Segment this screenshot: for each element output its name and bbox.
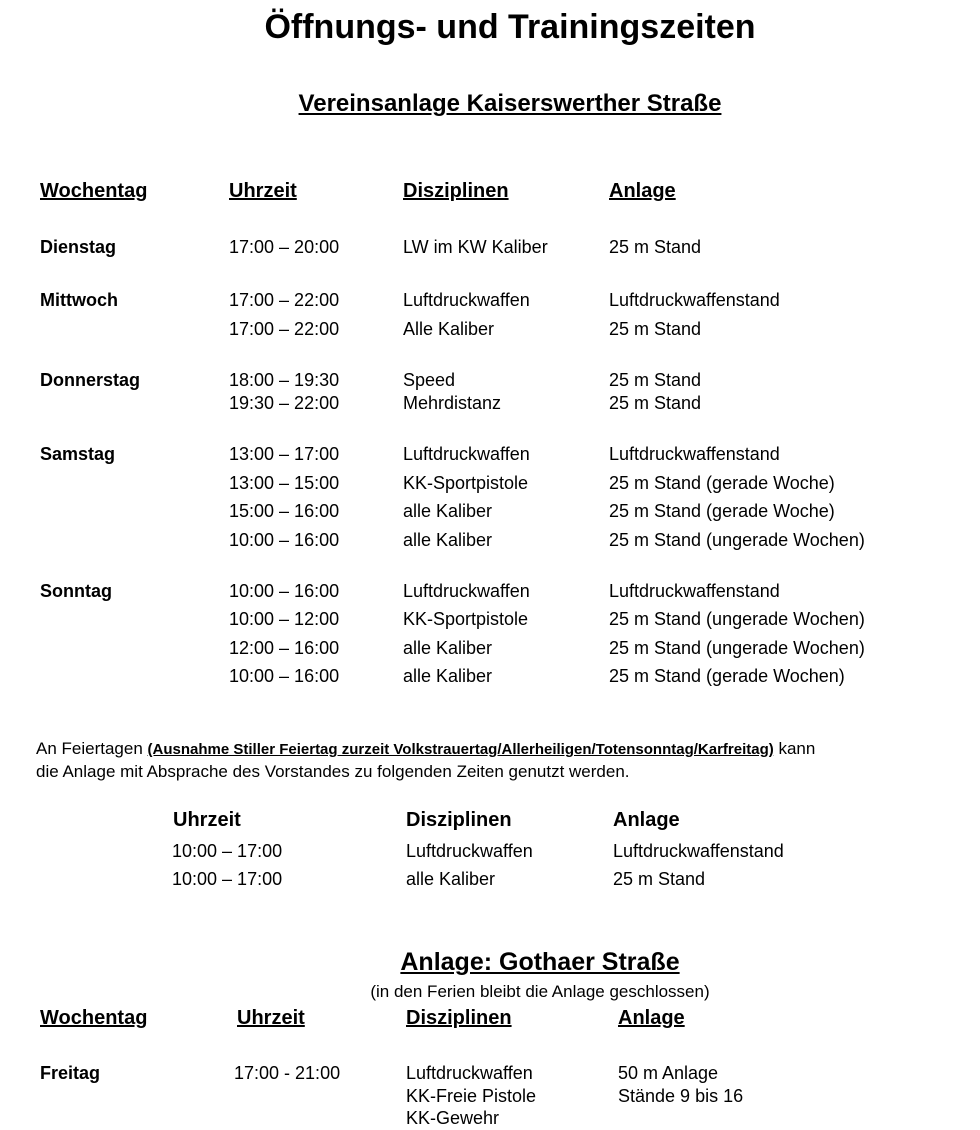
day-label: Sonntag [40,581,112,601]
time-cell: 13:00 – 15:00 [229,473,340,493]
site-cell: 25 m Stand (ungerade Wochen) [609,609,865,629]
discipline-cell: Luftdruckwaffen [403,444,530,464]
header-uhrzeit: Uhrzeit [229,180,297,202]
holiday-discipline-cell: alle Kaliber [406,869,496,889]
header-anlage-2: Anlage [618,1007,685,1029]
holiday-site-cell: Luftdruckwaffenstand [613,841,784,861]
section-heading-gothaer: Anlage: Gothaer Straße [400,948,680,976]
time-cell: 10:00 – 16:00 [229,666,340,686]
holiday-note-line2: die Anlage mit Absprache des Vorstandes zu folgenden Zeiten genutzt werden. [36,762,630,781]
discipline-cell: Luftdruckwaffen [403,581,530,601]
discipline-cell: KK-Sportpistole [403,473,529,493]
site-cell: 25 m Stand (gerade Woche) [609,501,835,521]
holiday-header-anlage: Anlage [613,809,680,831]
site-cell: Luftdruckwaffenstand [609,581,780,601]
time-cell: 12:00 – 16:00 [229,638,340,658]
header-wochentag: Wochentag [40,180,148,202]
site-cell: 25 m Stand [609,370,702,390]
time-cell: 19:30 – 22:00 [229,393,340,413]
day-label-freitag: Freitag [40,1063,101,1083]
section-heading-kaiserswerther: Vereinsanlage Kaiserswerther Straße [298,90,722,117]
discipline-cell: Luftdruckwaffen [406,1063,533,1083]
discipline-cell: Speed [403,370,456,390]
discipline-cell: Mehrdistanz [403,393,502,413]
time-cell-freitag: 17:00 - 21:00 [234,1063,341,1083]
site-cell: Stände 9 bis 16 [618,1086,744,1106]
discipline-cell: LW im KW Kaliber [403,237,548,257]
discipline-cell: Luftdruckwaffen [403,290,530,310]
holiday-discipline-cell: Luftdruckwaffen [406,841,533,861]
holiday-site-cell: 25 m Stand [613,869,706,889]
time-cell: 17:00 – 20:00 [229,237,340,257]
site-cell: 25 m Stand (gerade Wochen) [609,666,845,686]
discipline-cell: KK-Gewehr [406,1108,500,1128]
time-cell: 17:00 – 22:00 [229,290,340,310]
header-wochentag-2: Wochentag [40,1007,148,1029]
day-label: Donnerstag [40,370,141,390]
holiday-header-disziplinen: Disziplinen [406,809,512,831]
section-note-ferien: (in den Ferien bleibt die Anlage geschlossen) [370,982,710,1001]
page-title: Öffnungs- und Trainingszeiten [264,8,756,46]
discipline-cell: Alle Kaliber [403,319,495,339]
header-disziplinen-2: Disziplinen [406,1007,512,1029]
header-uhrzeit-2: Uhrzeit [237,1007,305,1029]
holiday-note-line1: An Feiertagen (Ausnahme Stiller Feiertag zurzeit Volkstrauertag/Allerheiligen/Totensonntag/Karfreitag) kann [36,739,816,758]
time-cell: 13:00 – 17:00 [229,444,340,464]
day-label: Dienstag [40,237,117,257]
header-anlage: Anlage [609,180,676,202]
site-cell: 25 m Stand [609,237,702,257]
site-cell: Luftdruckwaffenstand [609,444,780,464]
site-cell: 50 m Anlage [618,1063,719,1083]
site-cell: 25 m Stand [609,393,702,413]
discipline-cell: KK-Freie Pistole [406,1086,537,1106]
day-label: Samstag [40,444,116,464]
site-cell: 25 m Stand (gerade Woche) [609,473,835,493]
day-label: Mittwoch [40,290,118,310]
holiday-time-cell: 10:00 – 17:00 [172,841,283,861]
time-cell: 10:00 – 12:00 [229,609,340,629]
discipline-cell: alle Kaliber [403,501,493,521]
site-cell: Luftdruckwaffenstand [609,290,780,310]
site-cell: 25 m Stand [609,319,702,339]
time-cell: 10:00 – 16:00 [229,581,340,601]
time-cell: 17:00 – 22:00 [229,319,340,339]
time-cell: 15:00 – 16:00 [229,501,340,521]
holiday-header-uhrzeit: Uhrzeit [173,809,241,831]
discipline-cell: KK-Sportpistole [403,609,529,629]
header-disziplinen: Disziplinen [403,180,509,202]
discipline-cell: alle Kaliber [403,638,493,658]
holiday-time-cell: 10:00 – 17:00 [172,869,283,889]
time-cell: 18:00 – 19:30 [229,370,340,390]
discipline-cell: alle Kaliber [403,666,493,686]
site-cell: 25 m Stand (ungerade Wochen) [609,530,865,550]
site-cell: 25 m Stand (ungerade Wochen) [609,638,865,658]
time-cell: 10:00 – 16:00 [229,530,340,550]
discipline-cell: alle Kaliber [403,530,493,550]
